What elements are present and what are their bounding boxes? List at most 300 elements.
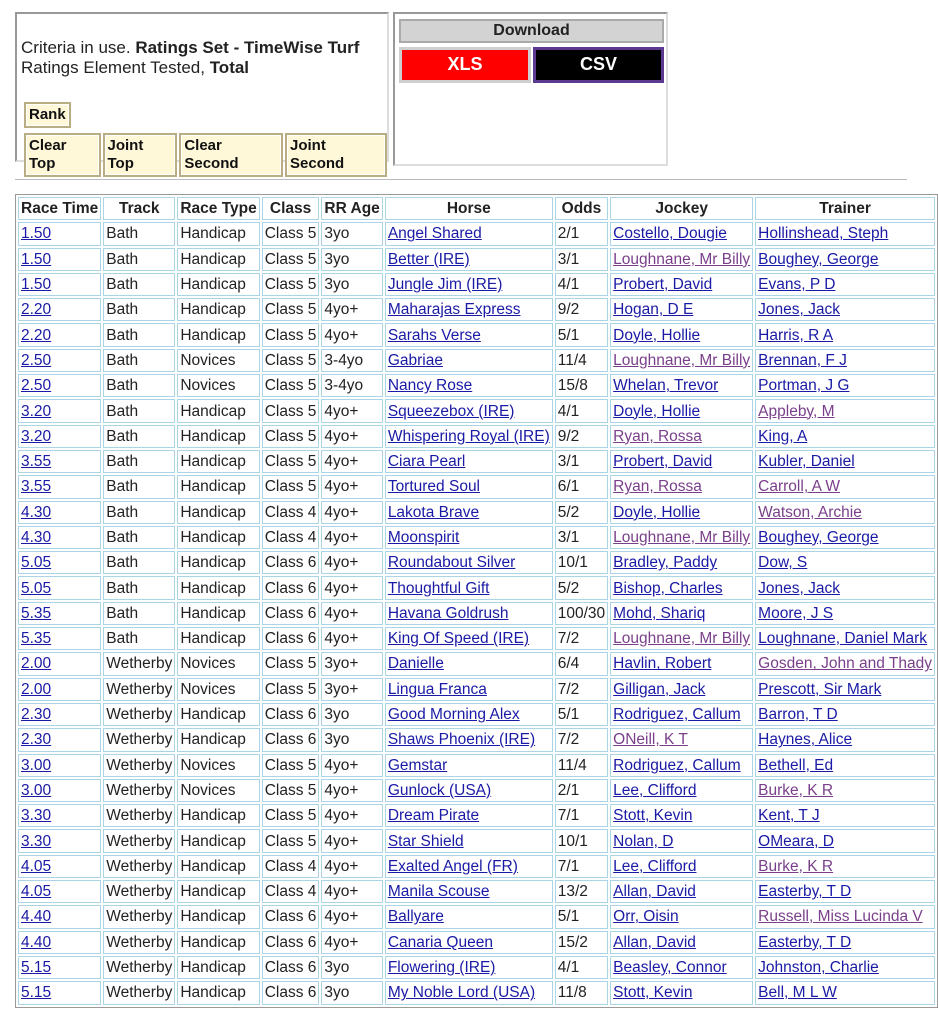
race-time-link[interactable]: 3.20: [21, 402, 52, 420]
horse-cell: [385, 880, 553, 903]
class-cell: Class 5: [262, 222, 320, 245]
trainer-cell: [755, 425, 935, 448]
class-cell: Class 5: [262, 425, 320, 448]
race-time-link[interactable]: 1.50: [21, 276, 52, 294]
trainer-link[interactable]: Jones, Jack: [758, 579, 841, 597]
jockey-link[interactable]: Hogan, D E: [613, 301, 694, 319]
jockey-link[interactable]: Bishop, Charles: [613, 579, 723, 597]
rr-age-cell: 4yo+: [321, 526, 382, 549]
jockey-link[interactable]: Mohd, Shariq: [613, 604, 706, 622]
jockey-cell: [610, 779, 753, 802]
trainer-cell: [755, 576, 935, 599]
horse-link[interactable]: Nancy Rose: [387, 377, 473, 395]
race-type-cell: Handicap: [177, 399, 259, 422]
track-cell: Bath: [103, 425, 175, 448]
trainer-cell: [755, 754, 935, 777]
table-row: [18, 475, 935, 498]
jockey-link[interactable]: Probert, David: [613, 276, 713, 294]
time-cell: [18, 526, 101, 549]
horse-link[interactable]: Roundabout Silver: [387, 554, 516, 572]
table-row: [18, 248, 935, 271]
clear-top-button[interactable]: Clear Top: [24, 133, 101, 177]
trainer-cell: [755, 829, 935, 852]
class-cell: Class 5: [262, 754, 320, 777]
race-time-link[interactable]: 2.00: [21, 655, 52, 673]
class-cell: Class 4: [262, 880, 320, 903]
race-time-link[interactable]: 2.50: [21, 351, 52, 369]
horse-cell: [385, 576, 553, 599]
race-time-link[interactable]: 3.30: [21, 832, 52, 850]
element-label: Ratings Element Tested,: [21, 58, 210, 77]
race-type-cell: Handicap: [177, 905, 259, 928]
horse-link[interactable]: Canaria Queen: [387, 933, 493, 951]
odds-cell: 10/1: [555, 551, 608, 574]
horse-link[interactable]: Dream Pirate: [387, 807, 480, 825]
race-time-link[interactable]: 2.50: [21, 377, 52, 395]
track-cell: Bath: [103, 222, 175, 245]
horse-link[interactable]: Tortured Soul: [387, 478, 481, 496]
trainer-link[interactable]: Barron, T D: [758, 706, 838, 724]
horse-cell: [385, 981, 553, 1004]
table-row: [18, 273, 935, 296]
jockey-cell: [610, 652, 753, 675]
trainer-cell: [755, 526, 935, 549]
horse-link[interactable]: Ciara Pearl: [387, 453, 466, 471]
time-cell: [18, 905, 101, 928]
trainer-cell: [755, 450, 935, 473]
trainer-cell: [755, 374, 935, 397]
track-cell: Bath: [103, 248, 175, 271]
race-time-link[interactable]: 4.05: [21, 883, 52, 901]
xls-download-button[interactable]: XLS: [399, 47, 531, 83]
trainer-link[interactable]: Boughey, George: [758, 529, 879, 546]
horse-cell: [385, 678, 553, 701]
horse-link[interactable]: Manila Scouse: [387, 883, 490, 901]
rank-button[interactable]: Rank: [24, 102, 71, 128]
rr-age-cell: 4yo+: [321, 450, 382, 473]
horse-cell: [385, 703, 553, 726]
race-type-cell: Handicap: [177, 222, 259, 245]
trainer-link[interactable]: Easterby, T D: [758, 933, 852, 951]
odds-cell: 7/2: [555, 728, 608, 751]
trainer-link[interactable]: OMeara, D: [758, 832, 834, 850]
class-cell: Class 5: [262, 248, 320, 271]
rr-age-cell: 4yo+: [321, 804, 382, 827]
odds-cell: 7/1: [555, 855, 608, 878]
jockey-cell: [610, 475, 753, 498]
race-type-cell: Handicap: [177, 450, 259, 473]
col-header-race-type[interactable]: Race Type: [177, 197, 259, 220]
time-cell: [18, 931, 101, 954]
trainer-link[interactable]: Easterby, T D: [758, 883, 852, 901]
race-time-link[interactable]: 4.40: [21, 933, 52, 951]
race-time-link[interactable]: 2.30: [21, 731, 52, 749]
class-cell: Class 5: [262, 349, 320, 372]
trainer-link[interactable]: Kubler, Daniel: [758, 453, 855, 471]
class-cell: Class 5: [262, 323, 320, 346]
time-cell: [18, 703, 101, 726]
race-time-link[interactable]: 4.05: [21, 857, 52, 875]
class-cell: Class 6: [262, 576, 320, 599]
jockey-link[interactable]: Rodriguez, Callum: [613, 756, 741, 774]
track-cell: Wetherby: [103, 754, 175, 777]
time-cell: [18, 576, 101, 599]
table-row: [18, 501, 935, 524]
trainer-link[interactable]: Loughnane, Daniel Mark: [758, 630, 928, 648]
trainer-cell: [755, 855, 935, 878]
race-time-link[interactable]: 2.00: [21, 680, 52, 698]
horse-link[interactable]: Moonspirit: [387, 529, 460, 546]
col-header-horse[interactable]: Horse: [385, 197, 553, 220]
trainer-link[interactable]: Bethell, Ed: [758, 756, 834, 774]
rr-age-cell: 4yo+: [321, 425, 382, 448]
trainer-cell: [755, 678, 935, 701]
jockey-cell: [610, 754, 753, 777]
table-row: [18, 855, 935, 878]
track-cell: Bath: [103, 627, 175, 650]
clear-second-button[interactable]: Clear Second: [179, 133, 283, 177]
rr-age-cell: 4yo+: [321, 576, 382, 599]
race-time-link[interactable]: 3.20: [21, 427, 52, 445]
horse-cell: [385, 728, 553, 751]
track-cell: Wetherby: [103, 981, 175, 1004]
jockey-link[interactable]: Whelan, Trevor: [613, 377, 719, 395]
trainer-link[interactable]: Burke, K R: [758, 781, 834, 799]
race-type-cell: Handicap: [177, 981, 259, 1004]
horse-cell: [385, 222, 553, 245]
jockey-cell: [610, 450, 753, 473]
horse-link[interactable]: Sarahs Verse: [387, 326, 481, 344]
col-header-odds[interactable]: Odds: [555, 197, 608, 220]
col-header-trainer[interactable]: Trainer: [755, 197, 935, 220]
table-row: [18, 602, 935, 625]
trainer-cell: [755, 501, 935, 524]
table-row: [18, 349, 935, 372]
rr-age-cell: 3yo: [321, 222, 382, 245]
time-cell: [18, 475, 101, 498]
race-time-link[interactable]: 1.50: [21, 250, 52, 268]
jockey-link[interactable]: Havlin, Robert: [613, 655, 712, 673]
horse-link[interactable]: Good Morning Alex: [387, 706, 520, 724]
table-row: [18, 754, 935, 777]
odds-cell: 15/2: [555, 931, 608, 954]
odds-cell: 3/1: [555, 526, 608, 549]
trainer-link[interactable]: Russell, Miss Lucinda V: [758, 908, 923, 926]
race-type-cell: Handicap: [177, 248, 259, 271]
table-row: [18, 931, 935, 954]
time-cell: [18, 298, 101, 321]
jockey-cell: [610, 399, 753, 422]
track-cell: Bath: [103, 501, 175, 524]
track-cell: Wetherby: [103, 728, 175, 751]
jockey-link[interactable]: Lee, Clifford: [613, 781, 697, 799]
rr-age-cell: 3-4yo: [321, 374, 382, 397]
jockey-cell: [610, 855, 753, 878]
time-cell: [18, 551, 101, 574]
horse-link[interactable]: Flowering (IRE): [387, 959, 496, 977]
class-cell: Class 6: [262, 728, 320, 751]
trainer-link[interactable]: Burke, K R: [758, 857, 834, 875]
trainer-cell: [755, 551, 935, 574]
track-cell: Bath: [103, 298, 175, 321]
rr-age-cell: 3yo+: [321, 652, 382, 675]
class-cell: Class 5: [262, 450, 320, 473]
criteria-line-ratings-set: [21, 38, 387, 58]
jockey-link[interactable]: Doyle, Hollie: [613, 326, 701, 344]
horse-cell: [385, 855, 553, 878]
table-row: [18, 323, 935, 346]
trainer-link[interactable]: Hollinshead, Steph: [758, 225, 889, 243]
horse-link[interactable]: Thoughtful Gift: [387, 579, 490, 597]
jockey-link[interactable]: Stott, Kevin: [613, 807, 693, 825]
rr-age-cell: 4yo+: [321, 855, 382, 878]
class-cell: Class 5: [262, 779, 320, 802]
track-cell: Bath: [103, 526, 175, 549]
horse-link[interactable]: Gabriae: [387, 351, 443, 369]
race-type-cell: Handicap: [177, 627, 259, 650]
time-cell: [18, 374, 101, 397]
class-cell: Class 5: [262, 298, 320, 321]
trainer-link[interactable]: King, A: [758, 427, 808, 445]
rr-age-cell: 4yo+: [321, 399, 382, 422]
race-time-link[interactable]: 2.20: [21, 301, 52, 319]
jockey-link[interactable]: Doyle, Hollie: [613, 503, 701, 521]
jockey-link[interactable]: Doyle, Hollie: [613, 402, 701, 420]
trainer-cell: [755, 905, 935, 928]
trainer-cell: [755, 779, 935, 802]
horse-cell: [385, 248, 553, 271]
trainer-cell: [755, 475, 935, 498]
jockey-link[interactable]: Loughnane, Mr Billy: [613, 630, 751, 648]
jockey-cell: [610, 905, 753, 928]
race-time-link[interactable]: 1.50: [21, 225, 52, 243]
trainer-cell: [755, 956, 935, 979]
race-time-link[interactable]: 4.40: [21, 908, 52, 926]
trainer-link[interactable]: Prescott, Sir Mark: [758, 680, 882, 698]
jockey-link[interactable]: ONeill, K T: [613, 731, 688, 749]
rr-age-cell: 3yo: [321, 248, 382, 271]
table-row: [18, 829, 935, 852]
jockey-link[interactable]: Beasley, Connor: [613, 959, 727, 977]
trainer-link[interactable]: Boughey, George: [758, 250, 879, 268]
race-time-link[interactable]: 3.55: [21, 453, 52, 471]
trainer-link[interactable]: Carroll, A W: [758, 478, 840, 496]
col-header-class[interactable]: Class: [262, 197, 320, 220]
race-time-link[interactable]: 5.15: [21, 984, 52, 1002]
jockey-link[interactable]: Lee, Clifford: [613, 857, 697, 875]
race-type-cell: Handicap: [177, 880, 259, 903]
horse-cell: [385, 779, 553, 802]
joint-second-button[interactable]: Joint Second: [285, 133, 387, 177]
col-header-jockey[interactable]: Jockey: [610, 197, 753, 220]
jockey-link[interactable]: Gilligan, Jack: [613, 680, 706, 698]
csv-download-button[interactable]: CSV: [533, 47, 664, 83]
horse-link[interactable]: Exalted Angel (FR): [387, 857, 518, 875]
odds-cell: 2/1: [555, 779, 608, 802]
col-header-rr-age[interactable]: RR Age: [321, 197, 382, 220]
race-time-link[interactable]: 2.30: [21, 706, 52, 724]
trainer-link[interactable]: Evans, P D: [758, 276, 836, 294]
trainer-link[interactable]: Jones, Jack: [758, 301, 841, 319]
odds-cell: 2/1: [555, 222, 608, 245]
table-row: [18, 450, 935, 473]
horse-link[interactable]: Angel Shared: [387, 225, 482, 243]
horse-cell: [385, 298, 553, 321]
odds-cell: 7/2: [555, 627, 608, 650]
rr-age-cell: 3yo: [321, 273, 382, 296]
odds-cell: 5/1: [555, 323, 608, 346]
horse-cell: [385, 551, 553, 574]
race-type-cell: Novices: [177, 652, 259, 675]
horse-cell: [385, 425, 553, 448]
jockey-link[interactable]: Loughnane, Mr Billy: [613, 351, 751, 369]
horse-link[interactable]: Lakota Brave: [387, 503, 480, 521]
class-cell: Class 6: [262, 703, 320, 726]
rr-age-cell: 4yo+: [321, 475, 382, 498]
race-time-link[interactable]: 5.35: [21, 604, 52, 622]
odds-cell: 11/4: [555, 754, 608, 777]
race-time-link[interactable]: 5.35: [21, 630, 52, 648]
race-type-cell: Handicap: [177, 855, 259, 878]
trainer-link[interactable]: Bell, M L W: [758, 984, 837, 1002]
odds-cell: 9/2: [555, 425, 608, 448]
jockey-link[interactable]: Loughnane, Mr Billy: [613, 529, 751, 546]
horse-link[interactable]: Lingua Franca: [387, 680, 487, 698]
download-panel: [393, 12, 668, 166]
filter-buttons: [24, 133, 387, 177]
table-row: [18, 956, 935, 979]
horse-link[interactable]: King Of Speed (IRE): [387, 630, 530, 648]
race-time-link[interactable]: 3.00: [21, 756, 52, 774]
horse-cell: [385, 931, 553, 954]
table-row: [18, 678, 935, 701]
class-cell: Class 6: [262, 905, 320, 928]
joint-top-button[interactable]: Joint Top: [103, 133, 178, 177]
race-type-cell: Handicap: [177, 576, 259, 599]
rr-age-cell: 3yo: [321, 981, 382, 1004]
horse-cell: [385, 450, 553, 473]
horse-link[interactable]: Gemstar: [387, 756, 448, 774]
rr-age-cell: 4yo+: [321, 627, 382, 650]
trainer-link[interactable]: Kent, T J: [758, 807, 820, 825]
horse-link[interactable]: Better (IRE): [387, 250, 470, 268]
horse-link[interactable]: Star Shield: [387, 832, 464, 850]
race-time-link[interactable]: 5.05: [21, 579, 52, 597]
jockey-link[interactable]: Loughnane, Mr Billy: [613, 250, 751, 268]
horse-link[interactable]: Jungle Jim (IRE): [387, 276, 503, 294]
race-time-link[interactable]: 3.55: [21, 478, 52, 496]
trainer-link[interactable]: Gosden, John and Thady: [758, 655, 932, 673]
horse-link[interactable]: Shaws Phoenix (IRE): [387, 731, 536, 749]
trainer-cell: [755, 728, 935, 751]
horse-link[interactable]: Squeezebox (IRE): [387, 402, 515, 420]
horse-link[interactable]: Maharajas Express: [387, 301, 521, 319]
track-cell: Wetherby: [103, 804, 175, 827]
horse-link[interactable]: My Noble Lord (USA): [387, 984, 536, 1002]
horse-link[interactable]: Ballyare: [387, 908, 444, 926]
jockey-link[interactable]: Nolan, D: [613, 832, 674, 850]
trainer-link[interactable]: Watson, Archie: [758, 503, 862, 521]
trainer-link[interactable]: Dow, S: [758, 554, 808, 572]
race-type-cell: Handicap: [177, 475, 259, 498]
top-panel: [15, 12, 675, 172]
jockey-link[interactable]: Orr, Oisin: [613, 908, 679, 926]
jockey-link[interactable]: Allan, David: [613, 933, 696, 951]
jockey-link[interactable]: Allan, David: [613, 883, 696, 901]
odds-cell: 5/1: [555, 905, 608, 928]
race-time-link[interactable]: 4.30: [21, 529, 52, 546]
horse-cell: [385, 602, 553, 625]
jockey-cell: [610, 804, 753, 827]
trainer-link[interactable]: Moore, J S: [758, 604, 834, 622]
jockey-link[interactable]: Bradley, Paddy: [613, 554, 718, 572]
horse-cell: [385, 374, 553, 397]
jockey-cell: [610, 981, 753, 1004]
table-row: [18, 779, 935, 802]
race-type-cell: Handicap: [177, 602, 259, 625]
trainer-link[interactable]: Johnston, Charlie: [758, 959, 879, 977]
table-row: [18, 627, 935, 650]
table-row: [18, 551, 935, 574]
col-header-race-time[interactable]: Race Time: [18, 197, 101, 220]
track-cell: Wetherby: [103, 779, 175, 802]
jockey-link[interactable]: Costello, Dougie: [613, 225, 727, 243]
jockey-link[interactable]: Stott, Kevin: [613, 984, 693, 1002]
odds-cell: 100/30: [555, 602, 608, 625]
race-time-link[interactable]: 3.00: [21, 781, 52, 799]
trainer-link[interactable]: Haynes, Alice: [758, 731, 853, 749]
horse-link[interactable]: Havana Goldrush: [387, 604, 509, 622]
time-cell: [18, 248, 101, 271]
jockey-link[interactable]: Ryan, Rossa: [613, 427, 702, 445]
trainer-link[interactable]: Portman, J G: [758, 377, 850, 395]
race-time-link[interactable]: 5.05: [21, 554, 52, 572]
horse-cell: [385, 956, 553, 979]
trainer-link[interactable]: Brennan, F J: [758, 351, 847, 369]
horse-cell: [385, 323, 553, 346]
col-header-track[interactable]: Track: [103, 197, 175, 220]
table-row: [18, 425, 935, 448]
track-cell: Bath: [103, 273, 175, 296]
table-row: [18, 222, 935, 245]
track-cell: Wetherby: [103, 956, 175, 979]
race-time-link[interactable]: 2.20: [21, 326, 52, 344]
jockey-link[interactable]: Probert, David: [613, 453, 713, 471]
race-time-link[interactable]: 3.30: [21, 807, 52, 825]
trainer-link[interactable]: Appleby, M: [758, 402, 835, 420]
horse-link[interactable]: Gunlock (USA): [387, 781, 492, 799]
trainer-link[interactable]: Harris, R A: [758, 326, 834, 344]
race-time-link[interactable]: 4.30: [21, 503, 52, 521]
horse-link[interactable]: Whispering Royal (IRE): [387, 427, 550, 445]
horse-cell: [385, 273, 553, 296]
horse-cell: [385, 526, 553, 549]
race-type-cell: Handicap: [177, 298, 259, 321]
jockey-cell: [610, 273, 753, 296]
jockey-link[interactable]: Rodriguez, Callum: [613, 706, 741, 724]
jockey-link[interactable]: Ryan, Rossa: [613, 478, 702, 496]
race-type-cell: Handicap: [177, 501, 259, 524]
horse-link[interactable]: Danielle: [387, 655, 444, 673]
horse-cell: [385, 905, 553, 928]
race-time-link[interactable]: 5.15: [21, 959, 52, 977]
rr-age-cell: 3yo+: [321, 678, 382, 701]
odds-cell: 13/2: [555, 880, 608, 903]
odds-cell: 15/8: [555, 374, 608, 397]
track-cell: Wetherby: [103, 905, 175, 928]
odds-cell: 5/2: [555, 501, 608, 524]
track-cell: Bath: [103, 576, 175, 599]
